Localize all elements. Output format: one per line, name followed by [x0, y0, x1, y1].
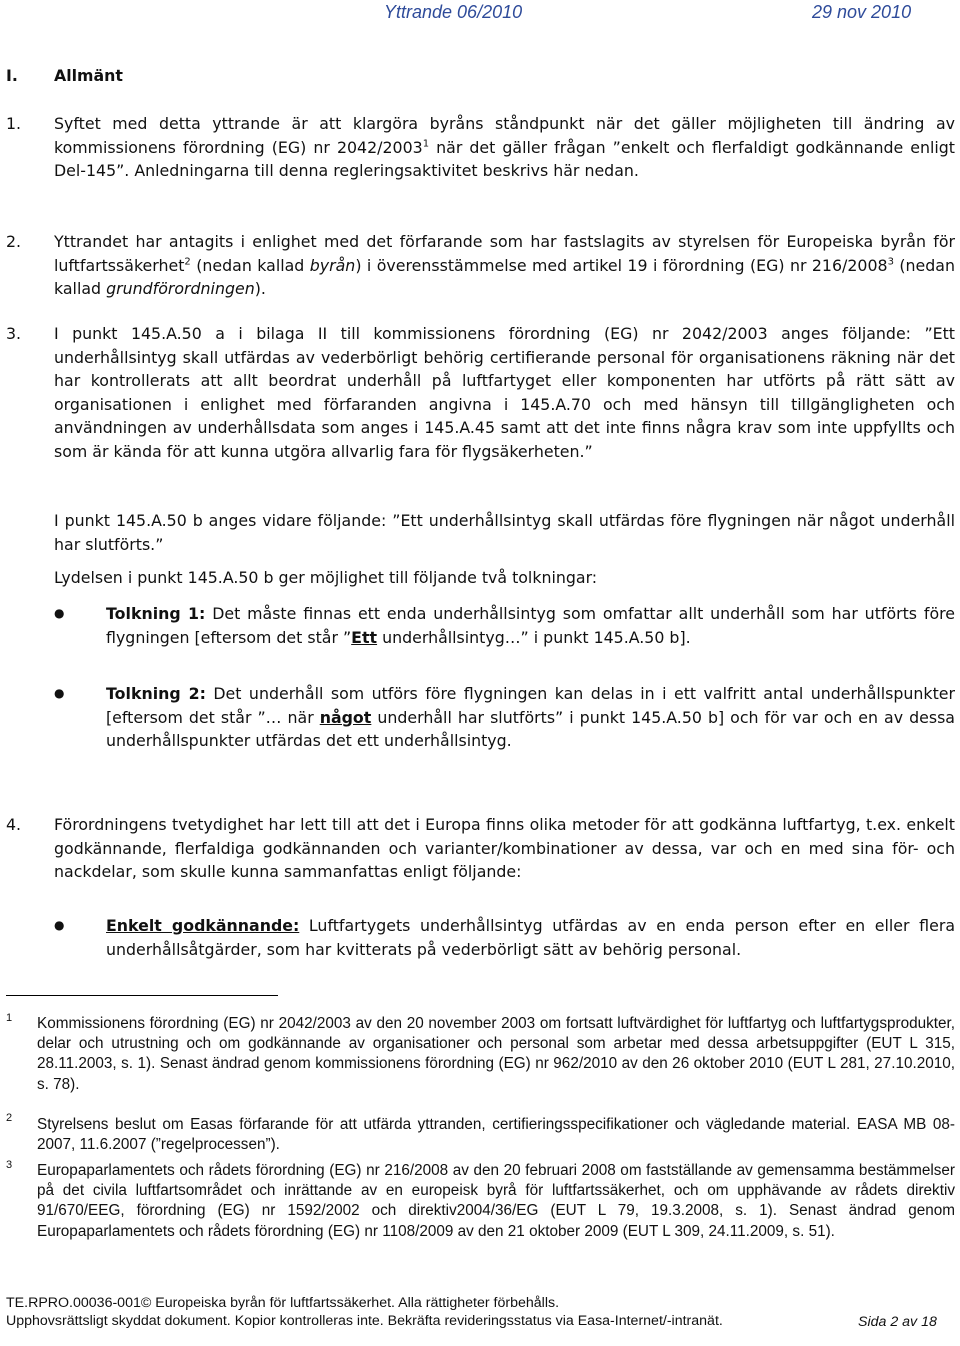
paragraph-2: Yttrandet har antagits i enlighet med det förfarande som har fastslagits av styrelsen för Europeiska byrån för luftfartssäkerhet$^2$ (nedan kallad byrån) i överensstämmelse med artikel 19 i förordning (EG) nr 216/2008$^3$ (nedan kallad grundförordningen).: [54, 232, 955, 299]
footer-copyright: TE.RPRO.00036-001© Europeiska byrån för luftfartssäkerhet. Alla rättigheter förbehålls.: [6, 1295, 560, 1311]
footnote-ref-1[interactable]: 1: [422, 138, 430, 150]
paragraph-3b: I punkt 145.A.50 b anges vidare följande: ”Ett underhållsintyg skall utfärdas före flygningen när något underhåll har slutförts.”: [54, 511, 955, 554]
bullet-icon: ●: [54, 918, 65, 932]
paragraph-3-number: 3.: [6, 324, 22, 343]
footnote-3: Europaparlamentets och rådets förordning (EG) nr 216/2008 av den 20 februari 2008 om fastställande av gemensamma bestämmelser på det civila luftfartsområdet och inrättande av en europeisk byrå för luftfartssäkerhet, och om upphävande av rådets direktiv 91/670/EEG, förordning (EG) nr 1592/2002 och direktiv2004/36/EG (EUT L 79, 19.3.2008, s. 1). Senast ändrad genom Europaparlamentets och rådets förordning (EG) nr 1108/2009 av den 21 oktober 2009 (EUT L 309, 24.11.2009, s. 51).: [37, 1162, 955, 1240]
paragraph-2-number: 2.: [6, 232, 22, 251]
document-date: 29 nov 2010: [812, 2, 912, 22]
interpretation-2: Tolkning 2: Det underhåll som utförs före flygningen kan delas in i ett valfritt antal underhållspunkter [eftersom det står ”… när något underhåll har slutförts” i punkt 145.A.50 b] och för var och en av dessa underhållspunkter utfärdas det ett underhållsintyg.: [106, 684, 955, 751]
simple-approval: Enkelt godkännande: Luftfartygets underhållsintyg utfärdas av en enda person efter en eller flera underhållsåtgärder, som har kvitterats på vederbörligt sätt av behörig personal.: [106, 916, 955, 959]
page-number: Sida 2 av 18: [858, 1314, 937, 1330]
section-title: Allmänt: [54, 66, 123, 85]
footnote-ref-2[interactable]: 2: [184, 256, 191, 268]
paragraph-4-number: 4.: [6, 815, 22, 834]
paragraph-4: Förordningens tvetydighet har lett till att det i Europa finns olika metoder för att godkänna luftfartyg, t.ex. enkelt godkännande, flerfaldiga godkännanden och varianter/kombinationer av dessa, var och en med sina för- och nackdelar, som skulle kunna sammanfattas enligt följande:: [54, 815, 955, 882]
paragraph-3: I punkt 145.A.50 a i bilaga II till kommissionens förordning (EG) nr 2042/2003 anges följande: ”Ett underhållsintyg skall utfärdas av vederbörligt behörig certifierande personal för organisationens räkning när det har kontrollerats att allt beordrat underhåll på luftfartyget eller komponenten har utförts på rätt sätt av organisationen i enlighet med förfaranden angivna i 145.A.70 och med hänsyn till tillgängligheten och användningen av underhållsdata som anges i 145.A.45 samt att det inte finns några krav som inte uppfyllts och som är kända för att kunna utgöra allvarlig fara för flygsäkerheten.”: [54, 324, 955, 461]
footnote-2-number: 2: [6, 1112, 13, 1124]
bullet-icon: ●: [54, 606, 65, 620]
document-reference: Yttrande 06/2010: [384, 2, 523, 22]
footnote-separator: [6, 995, 278, 996]
footnote-1-number: 1: [6, 1012, 13, 1024]
bullet-icon: ●: [54, 686, 65, 700]
paragraph-3c: Lydelsen i punkt 145.A.50 b ger möjlighet till följande två tolkningar:: [54, 568, 598, 587]
footnote-2: Styrelsens beslut om Easas förfarande för att utfärda yttranden, certifieringsspecifikationer och vägledande material. EASA MB 08-2007, 11.6.2007 (”regelprocessen”).: [37, 1116, 955, 1154]
footer-disclaimer: Upphovsrättsligt skyddat dokument. Kopior kontrolleras inte. Bekräfta revideringsstatus via Easa-Internet/-intranät.: [6, 1313, 723, 1329]
section-number: I.: [6, 66, 18, 85]
footnote-ref-3[interactable]: 3: [887, 256, 894, 268]
paragraph-1-number: 1.: [6, 114, 22, 133]
footnote-3-number: 3: [6, 1159, 13, 1171]
interpretation-1: Tolkning 1: Det måste finnas ett enda underhållsintyg som omfattar allt underhåll som har utförts före flygningen [eftersom det står ”Ett underhållsintyg…” i punkt 145.A.50 b].: [106, 604, 955, 647]
footnote-1: Kommissionens förordning (EG) nr 2042/2003 av den 20 november 2003 om fortsatt luftvärdighet för luftfartyg och luftfartygsprodukter, delar och utrustning och om godkännande av organisationer och personal som arbetar med dessa arbetsuppgifter (EUT L 315, 28.11.2003, s. 1). Senast ändrad genom kommissionens förordning (EG) nr 962/2010 av den 26 oktober 2010 (EUT L 281, 27.10.2010, s. 78).: [37, 1015, 955, 1093]
paragraph-1: Syftet med detta yttrande är att klargöra byråns ståndpunkt när det gäller möjligheten till ändring av kommissionens förordning (EG) nr 2042/2003$^1$ när det gäller frågan ”enkelt och flerfaldigt godkännande enligt Del-145”. Anledningarna till denna regleringsaktivitet beskrivs här nedan.: [54, 114, 956, 181]
